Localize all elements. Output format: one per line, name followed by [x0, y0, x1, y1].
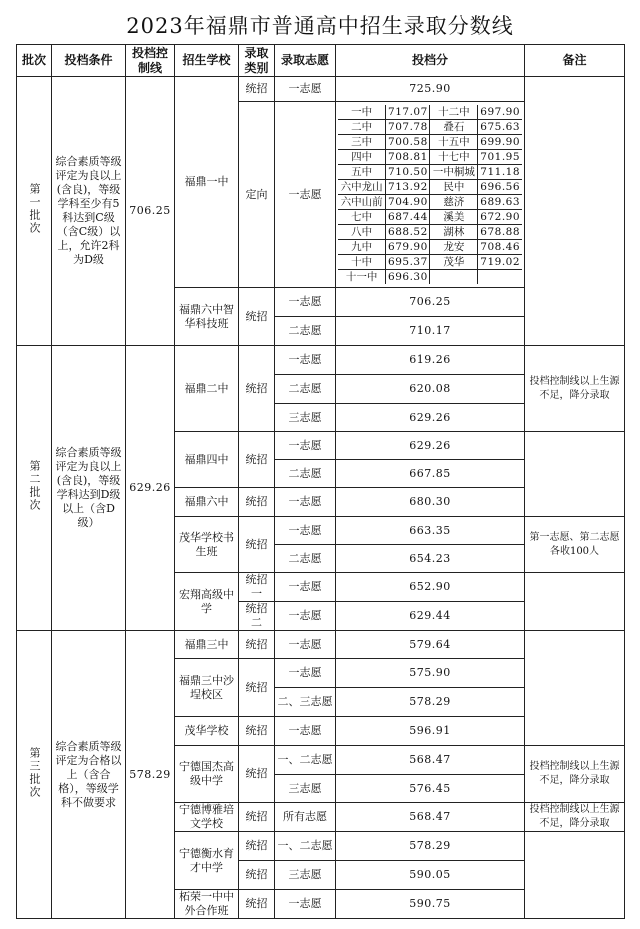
category-cell: 统招一 [239, 573, 275, 602]
directed-score: 700.58 [386, 135, 430, 150]
directed-school: 民中 [430, 180, 478, 195]
directed-row [338, 105, 522, 120]
directed-score: 719.02 [478, 255, 522, 270]
note-cell-empty [525, 77, 625, 346]
note-cell-empty [525, 573, 625, 631]
directed-school: 十二中 [430, 105, 478, 120]
category-cell: 统招 [239, 717, 275, 746]
wish-cell: 一志愿 [275, 890, 336, 919]
directed-score: 704.90 [386, 195, 430, 210]
wish-cell: 一志愿 [275, 602, 336, 631]
directed-row [338, 195, 522, 210]
score-cell: 619.26 [336, 346, 525, 375]
wish-cell: 一志愿 [275, 717, 336, 746]
directed-score: 711.18 [478, 165, 522, 180]
directed-school: 慈济 [430, 195, 478, 210]
score-cell: 652.90 [336, 573, 525, 602]
batch-3-condition: 综合素质等级评定为合格以上（含合格），等级学科不做要求 [52, 631, 126, 919]
directed-row [338, 270, 522, 285]
batch-3-name: 第三批次 [17, 631, 52, 919]
category-cell: 统招 [239, 861, 275, 890]
category-cell: 统招 [239, 288, 275, 346]
wish-cell: 一志愿 [275, 77, 336, 102]
school-name: 福鼎六中智华科技班 [175, 288, 239, 346]
wish-cell: 一、二志愿 [275, 832, 336, 861]
category-cell: 统招 [239, 77, 275, 102]
score-cell: 576.45 [336, 775, 525, 803]
directed-score: 675.63 [478, 120, 522, 135]
category-cell: 统招二 [239, 602, 275, 631]
score-cell: 725.90 [336, 77, 525, 102]
directed-row [338, 165, 522, 180]
directed-row [338, 210, 522, 225]
directed-score: 717.07 [386, 105, 430, 120]
directed-scores-table [338, 105, 522, 284]
directed-score: 708.81 [386, 150, 430, 165]
wish-cell: 二志愿 [275, 317, 336, 346]
category-cell: 统招 [239, 659, 275, 717]
directed-score: 688.52 [386, 225, 430, 240]
directed-school: 二中 [338, 120, 386, 135]
school-name: 福鼎六中 [175, 488, 239, 517]
wish-cell: 二志愿 [275, 545, 336, 573]
table-row [17, 631, 625, 659]
score-cell: 568.47 [336, 746, 525, 775]
score-cell: 663.35 [336, 517, 525, 545]
directed-score: 696.56 [478, 180, 522, 195]
directed-score: 699.90 [478, 135, 522, 150]
category-cell: 统招 [239, 488, 275, 517]
wish-cell: 一志愿 [275, 631, 336, 659]
directed-score: 672.90 [478, 210, 522, 225]
note-cell: 投档控制线以上生源不足，降分录取 [525, 746, 625, 803]
category-cell: 统招 [239, 631, 275, 659]
header-category: 录取类别 [239, 45, 275, 77]
score-cell: 590.75 [336, 890, 525, 919]
directed-school: 十五中 [430, 135, 478, 150]
note-cell-empty [525, 432, 625, 517]
school-name: 茂华学校 [175, 717, 239, 746]
directed-school: 三中 [338, 135, 386, 150]
directed-school: 六中山前 [338, 195, 386, 210]
directed-scores-cell [336, 102, 525, 288]
directed-score [478, 270, 522, 285]
directed-school: 六中龙山 [338, 180, 386, 195]
directed-school: 叠石 [430, 120, 478, 135]
wish-cell: 三志愿 [275, 404, 336, 432]
directed-school: 八中 [338, 225, 386, 240]
directed-row [338, 240, 522, 255]
score-cell: 590.05 [336, 861, 525, 890]
batch-1-control-line: 706.25 [126, 77, 175, 346]
wish-cell: 一志愿 [275, 517, 336, 545]
note-cell: 第一志愿、第二志愿各收100人 [525, 517, 625, 573]
header-condition: 投档条件 [52, 45, 126, 77]
directed-row [338, 135, 522, 150]
school-name: 茂华学校书生班 [175, 517, 239, 573]
note-cell: 投档控制线以上生源不足，降分录取 [525, 803, 625, 832]
school-name: 宁德博雅培文学校 [175, 803, 239, 832]
category-cell: 统招 [239, 517, 275, 573]
table-row [17, 77, 625, 102]
score-cell: 629.26 [336, 404, 525, 432]
directed-school: 四中 [338, 150, 386, 165]
directed-score: 708.46 [478, 240, 522, 255]
school-name: 福鼎一中 [175, 77, 239, 288]
directed-score: 689.63 [478, 195, 522, 210]
score-cell: 578.29 [336, 832, 525, 861]
header-control-line: 投档控制线 [126, 45, 175, 77]
wish-cell: 所有志愿 [275, 803, 336, 832]
directed-row [338, 150, 522, 165]
wish-cell: 一志愿 [275, 346, 336, 375]
batch-3-control-line: 578.29 [126, 631, 175, 919]
header-school: 招生学校 [175, 45, 239, 77]
directed-school: 茂华 [430, 255, 478, 270]
directed-score: 679.90 [386, 240, 430, 255]
directed-score: 687.44 [386, 210, 430, 225]
directed-school: 九中 [338, 240, 386, 255]
school-name: 福鼎四中 [175, 432, 239, 488]
directed-score: 701.95 [478, 150, 522, 165]
wish-cell: 三志愿 [275, 861, 336, 890]
directed-score: 713.92 [386, 180, 430, 195]
school-name: 宁德国杰高级中学 [175, 746, 239, 803]
table-row [17, 346, 625, 375]
category-cell: 统招 [239, 832, 275, 861]
school-name: 宁德衡水育才中学 [175, 832, 239, 890]
directed-school: 龙安 [430, 240, 478, 255]
score-cell: 578.29 [336, 688, 525, 717]
school-name: 福鼎三中沙埕校区 [175, 659, 239, 717]
page-title: 2023年福鼎市普通高中招生录取分数线 [126, 14, 514, 38]
directed-school: 五中 [338, 165, 386, 180]
school-name: 宏翔高级中学 [175, 573, 239, 631]
note-cell-empty [525, 631, 625, 746]
batch-2-control-line: 629.26 [126, 346, 175, 631]
directed-row [338, 225, 522, 240]
wish-cell: 一志愿 [275, 659, 336, 688]
category-cell: 统招 [239, 746, 275, 803]
directed-row [338, 180, 522, 195]
directed-school: 十中 [338, 255, 386, 270]
batch-2-name: 第二批次 [17, 346, 52, 631]
wish-cell: 一志愿 [275, 288, 336, 317]
directed-school: 一中桐城 [430, 165, 478, 180]
directed-school: 十七中 [430, 150, 478, 165]
category-cell: 定向 [239, 102, 275, 288]
wish-cell: 一志愿 [275, 488, 336, 517]
score-cell: 575.90 [336, 659, 525, 688]
category-cell: 统招 [239, 432, 275, 488]
score-cell: 596.91 [336, 717, 525, 746]
school-name: 福鼎三中 [175, 631, 239, 659]
score-table [16, 44, 625, 919]
category-cell: 统招 [239, 803, 275, 832]
note-cell: 投档控制线以上生源不足，降分录取 [525, 346, 625, 432]
wish-cell: 二志愿 [275, 460, 336, 488]
score-cell: 579.64 [336, 631, 525, 659]
wish-cell: 二志愿 [275, 375, 336, 404]
school-name: 柘荣一中中外合作班 [175, 890, 239, 919]
directed-score: 696.30 [386, 270, 430, 285]
directed-row [338, 120, 522, 135]
school-name: 福鼎二中 [175, 346, 239, 432]
header-wish: 录取志愿 [275, 45, 336, 77]
score-cell: 568.47 [336, 803, 525, 832]
header-score: 投档分 [336, 45, 525, 77]
wish-cell: 一志愿 [275, 102, 336, 288]
wish-cell: 一志愿 [275, 573, 336, 602]
directed-school: 湖林 [430, 225, 478, 240]
directed-score: 697.90 [478, 105, 522, 120]
directed-score: 707.78 [386, 120, 430, 135]
header-batch: 批次 [17, 45, 52, 77]
score-cell: 654.23 [336, 545, 525, 573]
wish-cell: 二、三志愿 [275, 688, 336, 717]
category-cell: 统招 [239, 890, 275, 919]
directed-school [430, 270, 478, 285]
score-cell: 629.44 [336, 602, 525, 631]
wish-cell: 三志愿 [275, 775, 336, 803]
header-row [17, 45, 625, 77]
directed-score: 695.37 [386, 255, 430, 270]
score-cell: 680.30 [336, 488, 525, 517]
wish-cell: 一、二志愿 [275, 746, 336, 775]
category-cell: 统招 [239, 346, 275, 432]
batch-1-name: 第一批次 [17, 77, 52, 346]
directed-school: 七中 [338, 210, 386, 225]
directed-score: 678.88 [478, 225, 522, 240]
score-cell: 706.25 [336, 288, 525, 317]
score-cell: 710.17 [336, 317, 525, 346]
directed-school: 一中 [338, 105, 386, 120]
directed-score: 710.50 [386, 165, 430, 180]
batch-2-condition: 综合素质等级评定为良以上(含良)，等级学科达到D级以上（含D级） [52, 346, 126, 631]
wish-cell: 一志愿 [275, 432, 336, 460]
score-cell: 629.26 [336, 432, 525, 460]
directed-row [338, 255, 522, 270]
score-cell: 620.08 [336, 375, 525, 404]
note-cell-empty [525, 832, 625, 919]
directed-school: 十一中 [338, 270, 386, 285]
directed-school: 溪美 [430, 210, 478, 225]
header-note: 备注 [525, 45, 625, 77]
batch-1-condition: 综合素质等级评定为良以上(含良)，等级学科至少有5科达到C级（含C级）以上，允许2科为D级 [52, 77, 126, 346]
score-cell: 667.85 [336, 460, 525, 488]
